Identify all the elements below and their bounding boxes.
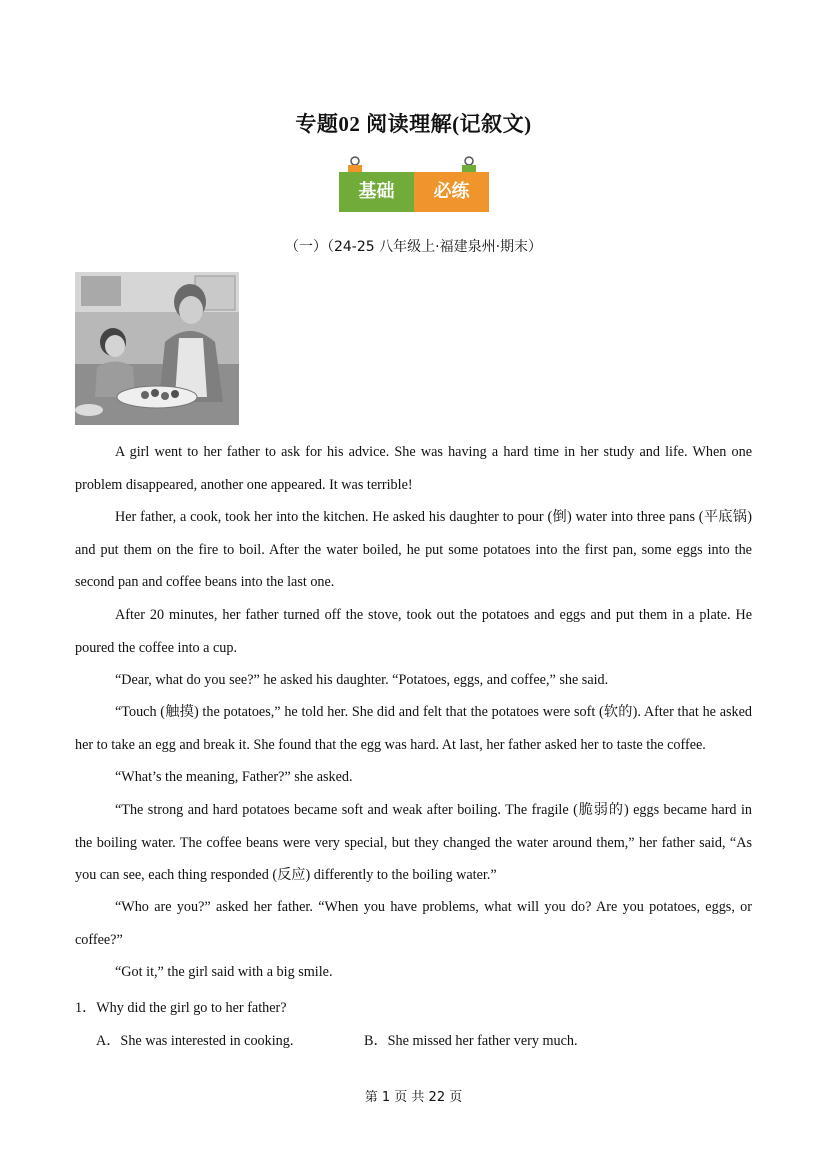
father-daughter-illustration	[75, 272, 239, 425]
badge-left-label: 基础	[358, 181, 395, 202]
page-title: 专题02 阅读理解(记叙文)	[295, 112, 532, 136]
paragraph: “Dear, what do you see?” he asked his daughter. “Potatoes, eggs, and coffee,” she said.	[115, 672, 609, 688]
paragraph: “Got it,” the girl said with a big smile.	[115, 964, 333, 980]
paragraph: Her father, a cook, took her into the kitchen. He asked his daughter to pour (倒) water into three pans (平底锅) and put them on the fire to boil. After the water boiled, he put some potatoes into the first pan, some eggs into the second pan and coffee beans into the last one.	[75, 509, 752, 590]
paragraph: “What’s the meaning, Father?” she asked.	[115, 769, 353, 785]
section-heading: （一）（24-25 八年级上·福建泉州·期末）	[284, 239, 543, 255]
paragraph: After 20 minutes, her father turned off the stove, took out the potatoes and eggs and put them in a plate. He poured the coffee into a cup.	[75, 607, 752, 656]
paragraph: “Touch (触摸) the potatoes,” he told her. She did and felt that the potatoes were soft (软的). After that he asked her to take an egg and break it. She found that the egg was hard. At last, her father asked her to taste the coffee.	[75, 704, 752, 753]
option-b: B．She missed her father very much.	[364, 1033, 578, 1049]
badge-right-label: 必练	[433, 181, 470, 202]
paragraph: “The strong and hard potatoes became soft and weak after boiling. The fragile (脆弱的) eggs became hard in the boiling water. The coffee beans were very special, but they changed the water around them,” her father said, “As you can see, each thing responded (反应) differently to the boiling water.”	[75, 802, 752, 883]
basics-badge	[339, 156, 489, 216]
question-1: 1．Why did the girl go to her father?	[75, 1000, 287, 1016]
page-footer: 第 1 页 共 22 页	[364, 1090, 463, 1105]
paragraph: “Who are you?” asked her father. “When you have problems, what will you do? Are you potatoes, eggs, or coffee?”	[75, 899, 752, 948]
option-a: A．She was interested in cooking.	[96, 1033, 294, 1049]
paragraph: A girl went to her father to ask for his advice. She was having a hard time in her study and life. When one problem disappeared, another one appeared. It was terrible!	[75, 444, 752, 493]
